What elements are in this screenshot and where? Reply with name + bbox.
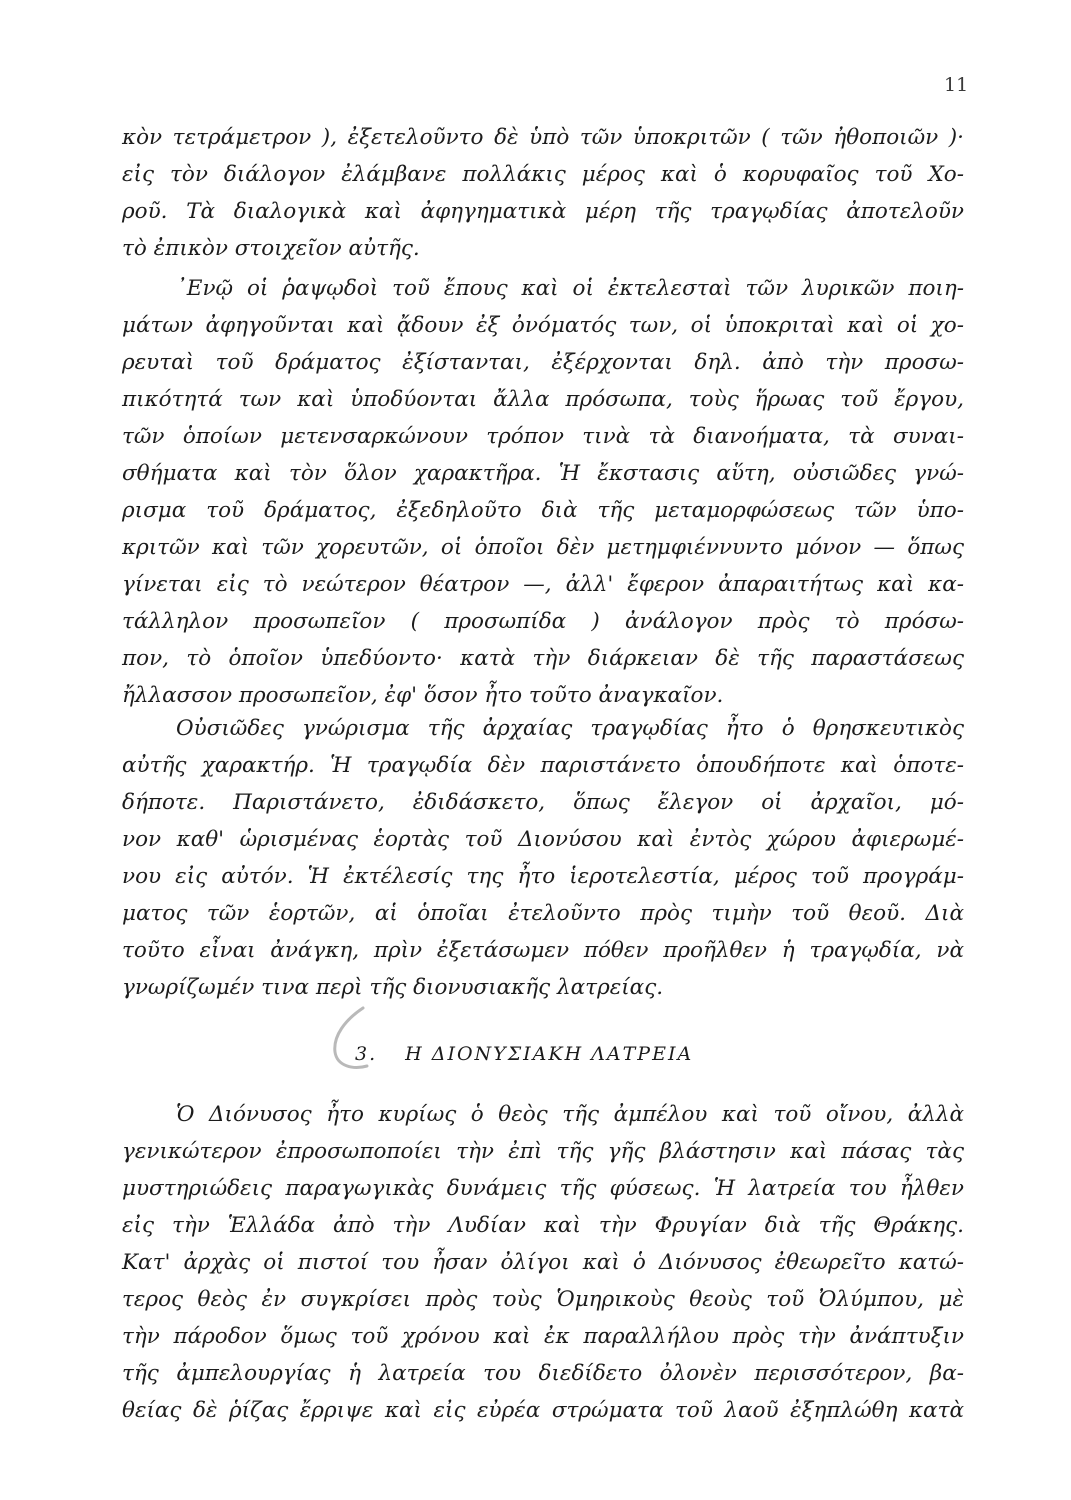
text-line: δήποτε. Παριστάνετο, ἐδιδάσκετο, ὅπως ἔλεγον οἱ ἀρχαῖοι, μό- [122, 790, 964, 815]
section-title: Η ΔΙΟΝΥΣΙΑΚΗ ΛΑΤΡΕΙΑ [405, 1043, 694, 1065]
text-line: τάλληλον προσωπεῖον ( προσωπίδα ) ἀνάλογον πρὸς τὸ πρόσω- [122, 609, 964, 634]
text-line: μυστηριώδεις παραγωγικὰς δυνάμεις τῆς φύσεως. Ἡ λατρεία του ἦλθεν [122, 1176, 964, 1201]
text-line: εἰς τὸν διάλογον ἐλάμβανε πολλάκις μέρος καὶ ὁ κορυφαῖος τοῦ Χο- [122, 162, 964, 187]
text-line: μάτων ἀφηγοῦνται καὶ ᾄδουν ἐξ ὀνόματός των, οἱ ὑποκριταὶ καὶ οἱ χο- [122, 313, 964, 338]
text-line: νου εἰς αὐτόν. Ἡ ἐκτέλεσίς της ἦτο ἱεροτελεστία, μέρος τοῦ προγράμ- [122, 864, 964, 889]
text-line: Ὁ Διόνυσος ἦτο κυρίως ὁ θεὸς τῆς ἀμπέλου καὶ τοῦ οἴνου, ἀλλὰ [176, 1102, 964, 1127]
text-line: νον καθ' ὡρισμένας ἑορτὰς τοῦ Διονύσου καὶ ἐντὸς χώρου ἀφιερωμέ- [122, 827, 964, 852]
text-line: αὐτῆς χαρακτήρ. Ἡ τραγῳδία δὲν παριστάνετο ὁπουδήποτε καὶ ὁποτε- [122, 753, 964, 778]
text-line: ᾿Ενῷ οἱ ῥαψῳδοὶ τοῦ ἔπους καὶ οἱ ἐκτελεσταὶ τῶν λυρικῶν ποιη- [176, 276, 964, 301]
text-line: τοῦτο εἶναι ἀνάγκη, πρὶν ἐξετάσωμεν πόθεν προῆλθεν ἡ τραγῳδία, νὰ [122, 938, 964, 963]
text-line: πον, τὸ ὁποῖον ὑπεδύοντο· κατὰ τὴν διάρκειαν δὲ τῆς παραστάσεως [122, 646, 964, 671]
text-line: Κατ' ἀρχὰς οἱ πιστοί του ἦσαν ὀλίγοι καὶ ὁ Διόνυσος ἐθεωρεῖτο κατώ- [122, 1250, 964, 1275]
text-line: θείας δὲ ῥίζας ἔρριψε καὶ εἰς εὐρέα στρώματα τοῦ λαοῦ ἐξηπλώθη κατὰ [122, 1398, 964, 1423]
text-line: κὸν τετράμετρον ), ἐξετελοῦντο δὲ ὑπὸ τῶν ὑποκριτῶν ( τῶν ἠθοποιῶν )· [122, 125, 964, 150]
page-number: 11 [944, 74, 969, 96]
text-line: πικότητά των καὶ ὑποδύονται ἄλλα πρόσωπα, τοὺς ἥρωας τοῦ ἔργου, [122, 387, 964, 412]
text-line: τῆς ἀμπελουργίας ἡ λατρεία του διεδίδετο ὀλονὲν περισσότερον, βα- [122, 1361, 964, 1386]
text-line: Οὐσιῶδες γνώρισμα τῆς ἀρχαίας τραγῳδίας ἦτο ὁ θρησκευτικὸς [176, 716, 964, 741]
text-line: ματος τῶν ἑορτῶν, αἱ ὁποῖαι ἐτελοῦντο πρὸς τιμὴν τοῦ θεοῦ. Διὰ [122, 901, 964, 926]
text-line: κριτῶν καὶ τῶν χορευτῶν, οἱ ὁποῖοι δὲν μετημφιέννυντο μόνον — ὅπως [122, 535, 964, 560]
text-line: γνωρίζωμέν τινα περὶ τῆς διονυσιακῆς λατρείας. [122, 975, 664, 1000]
section-heading [355, 1040, 693, 1068]
section-number: 3. [355, 1043, 378, 1065]
text-line: ρισμα τοῦ δράματος, ἐξεδηλοῦτο διὰ τῆς μεταμορφώσεως τῶν ὑπο- [122, 498, 964, 523]
text-line: ἤλλασσον προσωπεῖον, ἐφ' ὅσον ἦτο τοῦτο ἀναγκαῖον. [122, 683, 724, 708]
text-line: γίνεται εἰς τὸ νεώτερον θέατρον —, ἀλλ' ἔφερον ἀπαραιτήτως καὶ κα- [122, 572, 964, 597]
text-line: σθήματα καὶ τὸν ὅλον χαρακτῆρα. Ἡ ἔκστασις αὕτη, οὐσιῶδες γνώ- [122, 461, 964, 486]
text-line: εἰς τὴν Ἑλλάδα ἀπὸ τὴν Λυδίαν καὶ τὴν Φρυγίαν διὰ τῆς Θράκης. [122, 1213, 964, 1238]
text-line: γενικώτερον ἐπροσωποποίει τὴν ἐπὶ τῆς γῆς βλάστησιν καὶ πάσας τὰς [122, 1139, 964, 1164]
text-line: τῶν ὁποίων μετενσαρκώνουν τρόπον τινὰ τὰ διανοήματα, τὰ συναι- [122, 424, 964, 449]
text-line: τερος θεὸς ἐν συγκρίσει πρὸς τοὺς Ὁμηρικοὺς θεοὺς τοῦ Ὀλύμπου, μὲ [122, 1287, 964, 1312]
text-line: ροῦ. Τὰ διαλογικὰ καὶ ἀφηγηματικὰ μέρη τῆς τραγῳδίας ἀποτελοῦν [122, 199, 964, 224]
text-line: ρευταὶ τοῦ δράματος ἐξίστανται, ἐξέρχονται δηλ. ἀπὸ τὴν προσω- [122, 350, 964, 375]
text-line: τὴν πάροδον ὅμως τοῦ χρόνου καὶ ἐκ παραλλήλου πρὸς τὴν ἀνάπτυξιν [122, 1324, 964, 1349]
text-line: τὸ ἐπικὸν στοιχεῖον αὐτῆς. [122, 236, 420, 261]
